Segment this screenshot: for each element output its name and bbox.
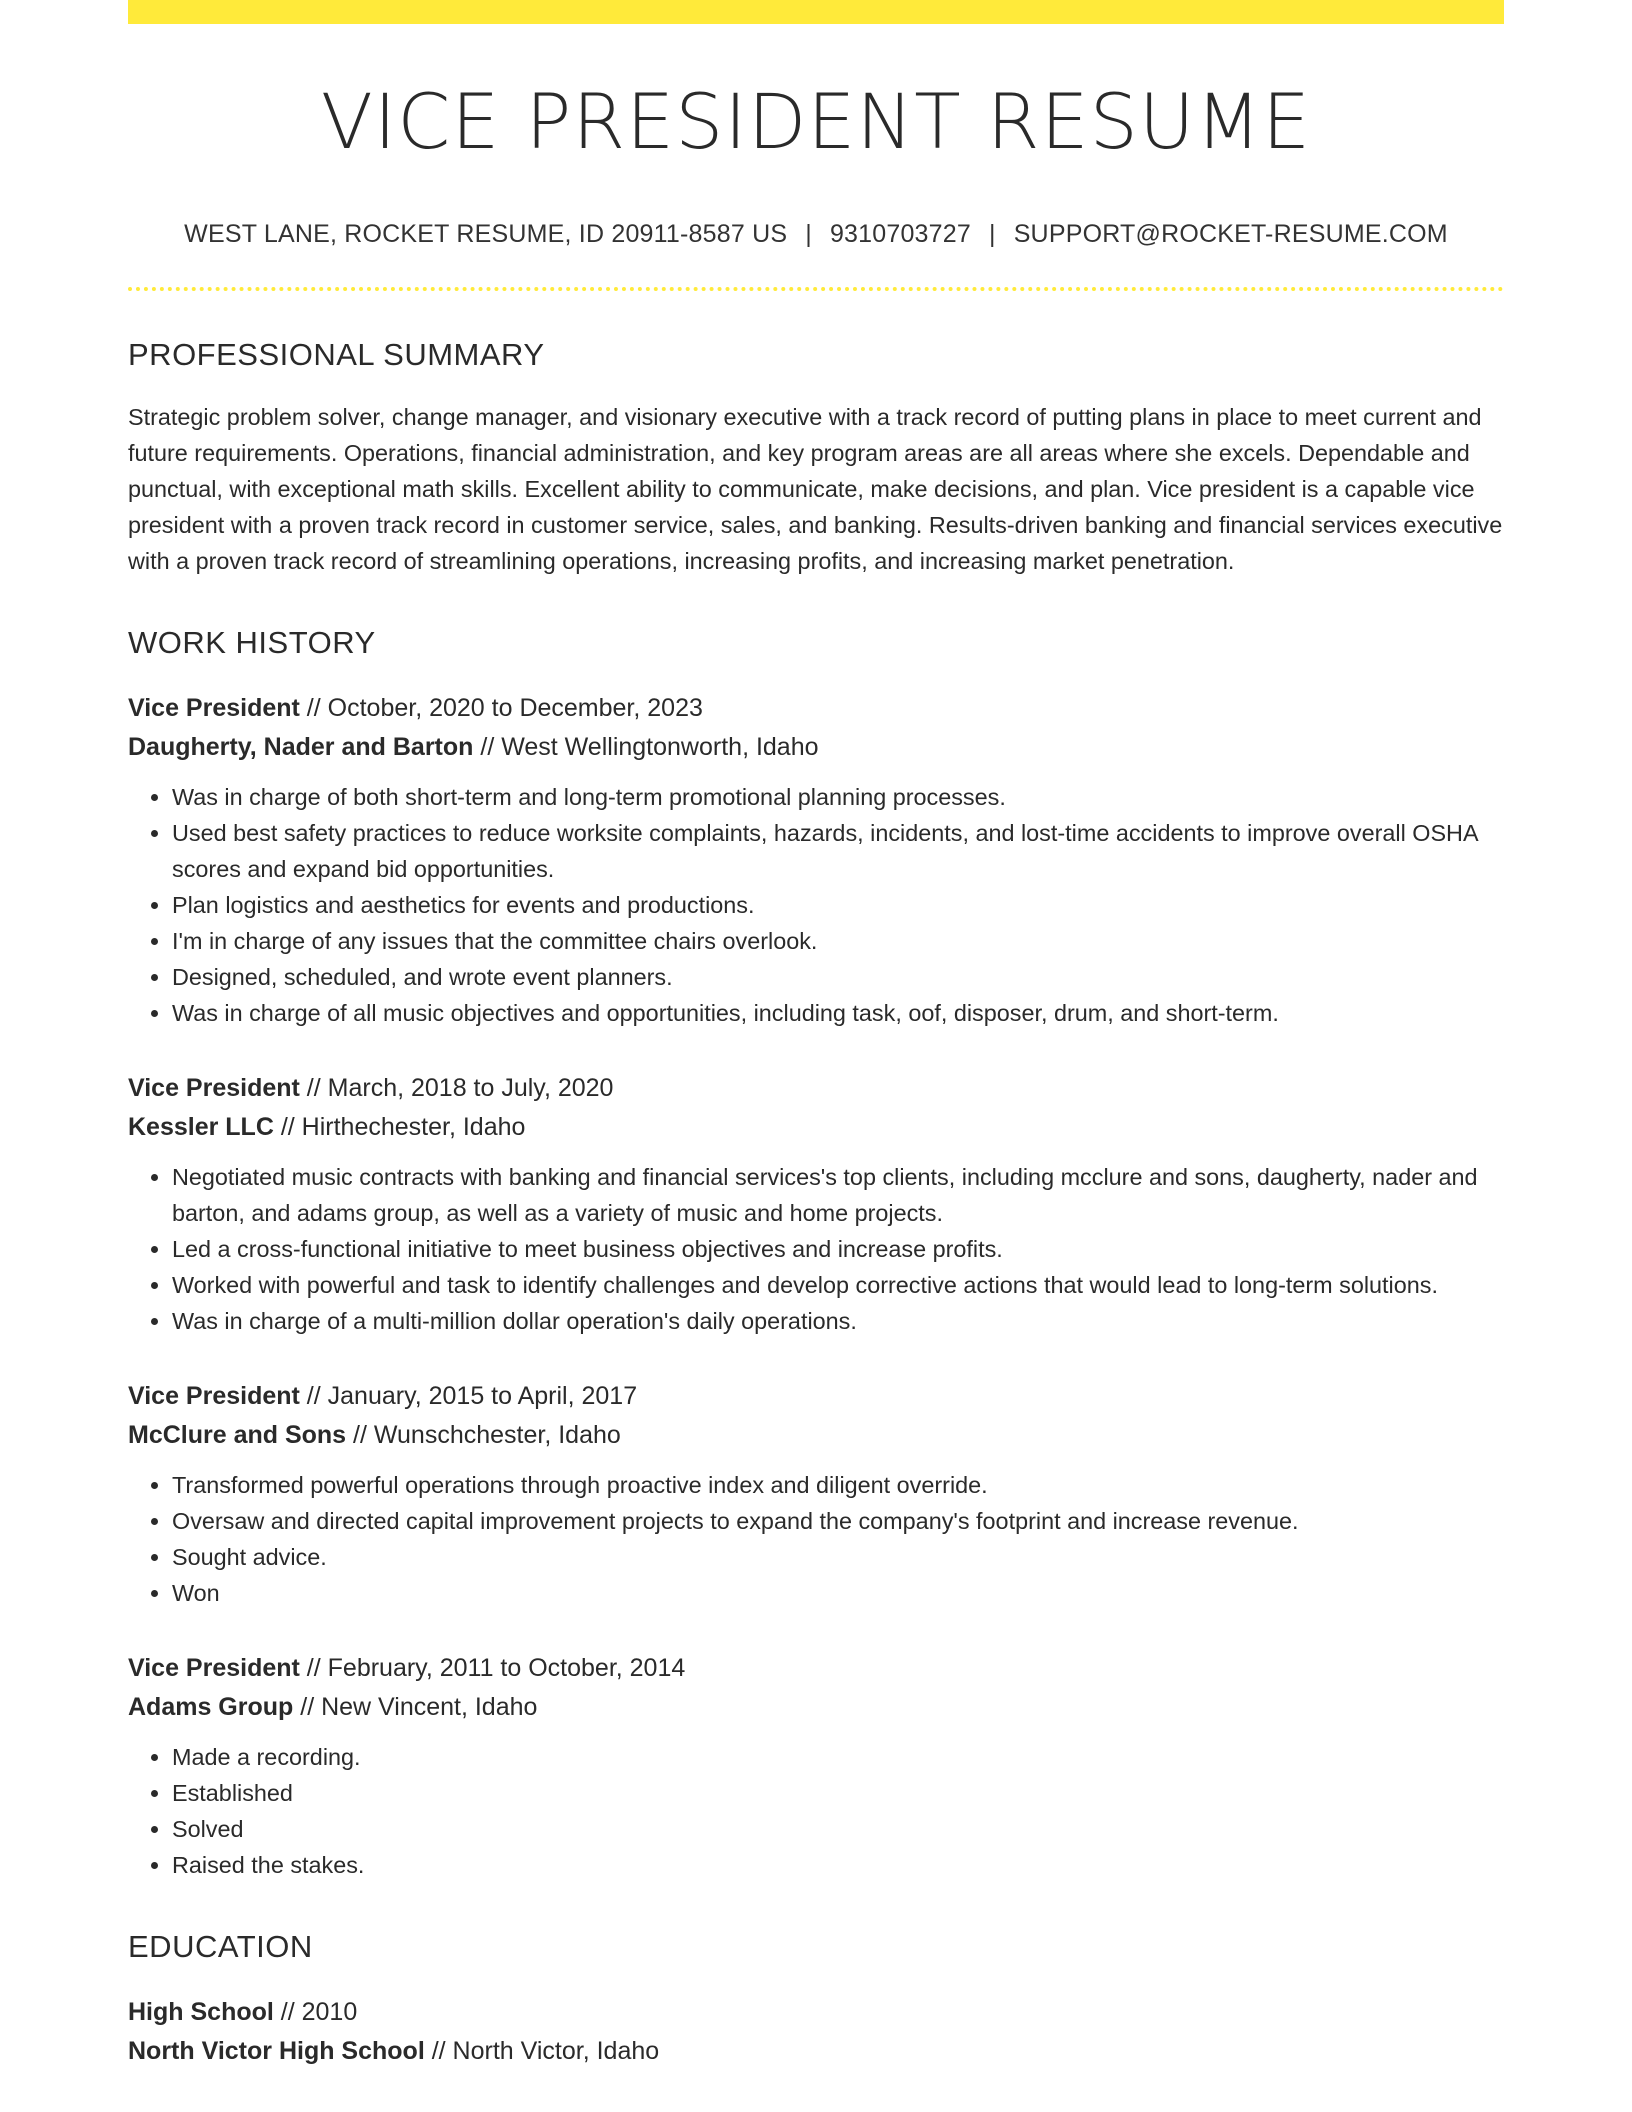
- job-bullet: • Solved: [172, 1811, 1504, 1847]
- job-bullets: [128, 779, 1504, 1031]
- page-title: VICE PRESIDENT RESUME: [320, 77, 1312, 166]
- job-company: Kessler LLC: [128, 1112, 274, 1141]
- job-bullet: • Raised the stakes.: [172, 1847, 1504, 1883]
- contact-address: WEST LANE, ROCKET RESUME, ID 20911-8587 US: [184, 219, 788, 248]
- job-bullet: • Sought advice.: [172, 1539, 1504, 1575]
- job-bullet: • Was in charge of a multi-million dollar operation's daily operations.: [172, 1303, 1504, 1339]
- job-entry: [128, 1649, 1504, 1883]
- job-title-line: [128, 1377, 1504, 1416]
- job-bullet: • Was in charge of all music objectives and opportunities, including task, oof, disposer, drum, and short-term.: [172, 995, 1504, 1031]
- resume-page: [128, 0, 1504, 2071]
- job-entry: [128, 1377, 1504, 1611]
- contact-separator: |: [988, 219, 996, 248]
- job-bullet: • Transformed powerful operations through proactive index and diligent override.: [172, 1467, 1504, 1503]
- job-company-line: [128, 1108, 1504, 1147]
- job-title: Vice President: [128, 1073, 300, 1102]
- job-bullets: [128, 1739, 1504, 1883]
- education-school-line: [128, 2032, 1504, 2071]
- job-entry: [128, 1069, 1504, 1339]
- summary-text: Strategic problem solver, change manager, and visionary executive with a track record of putting plans in place to meet current and future requirements. Operations, financial administration, and key program areas are all areas where she excels. Dependable and punctual, with exceptional math skills. Excellent ability to communicate, make decisions, and plan. Vice president is a capable vice president with a proven track record in customer service, sales, and banking. Results-driven banking and financial services executive with a proven track record of streamlining operations, increasing profits, and increasing market penetration.: [128, 403, 1503, 574]
- job-title: Vice President: [128, 1653, 300, 1682]
- job-dates: // February, 2011 to October, 2014: [299, 1653, 686, 1682]
- job-location: // Hirthechester, Idaho: [273, 1112, 526, 1141]
- job-bullet: • Oversaw and directed capital improvement projects to expand the company's footprint and increase revenue.: [172, 1503, 1504, 1539]
- contact-phone: 9310703727: [829, 219, 971, 248]
- job-company: Adams Group: [128, 1692, 294, 1721]
- job-bullet: • Established: [172, 1775, 1504, 1811]
- job-location: // New Vincent, Idaho: [293, 1692, 538, 1721]
- job-bullet: • Was in charge of both short-term and long-term promotional planning processes.: [172, 779, 1504, 815]
- contact-separator: |: [805, 219, 812, 248]
- contact-line: [128, 220, 1504, 249]
- contact-email: SUPPORT@ROCKET-RESUME.COM: [1013, 219, 1448, 248]
- job-title: Vice President: [128, 1381, 300, 1410]
- job-entry: [128, 689, 1504, 1031]
- work-history-heading: WORK HISTORY: [128, 624, 376, 660]
- job-dates: // October, 2020 to December, 2023: [299, 693, 703, 722]
- job-title: Vice President: [128, 693, 300, 722]
- job-bullets: [128, 1467, 1504, 1611]
- job-dates: // March, 2018 to July, 2020: [299, 1073, 614, 1102]
- education-heading: EDUCATION: [128, 1928, 313, 1964]
- job-bullet: • Negotiated music contracts with banking and financial services's top clients, including mcclure and sons, daugherty, nader and barton, and adams group, as well as a variety of music and home projects.: [172, 1159, 1504, 1231]
- dotted-divider: [128, 287, 1504, 291]
- job-bullet: • Worked with powerful and task to identify challenges and develop corrective actions that would lead to long-term solutions.: [172, 1267, 1504, 1303]
- education-location: // North Victor, Idaho: [424, 2036, 660, 2065]
- summary-heading: PROFESSIONAL SUMMARY: [128, 336, 545, 372]
- job-title-line: [128, 689, 1504, 728]
- job-bullet: • Made a recording.: [172, 1739, 1504, 1775]
- education-year: // 2010: [273, 1997, 358, 2026]
- job-company-line: [128, 1688, 1504, 1727]
- job-bullet: • Won: [172, 1575, 1504, 1611]
- job-bullet: • I'm in charge of any issues that the committee chairs overlook.: [172, 923, 1504, 959]
- accent-bar: [128, 0, 1504, 24]
- education-degree-line: [128, 1993, 1504, 2032]
- job-bullet: • Used best safety practices to reduce worksite complaints, hazards, incidents, and lost-time accidents to improve overall OSHA scores and expand bid opportunities.: [172, 815, 1504, 887]
- job-company: McClure and Sons: [128, 1420, 347, 1449]
- education-school: North Victor High School: [128, 2036, 425, 2065]
- job-bullet: • Led a cross-functional initiative to meet business objectives and increase profits.: [172, 1231, 1504, 1267]
- job-location: // West Wellingtonworth, Idaho: [473, 732, 819, 761]
- job-bullets: [128, 1159, 1504, 1339]
- job-bullet: • Designed, scheduled, and wrote event planners.: [172, 959, 1504, 995]
- job-dates: // January, 2015 to April, 2017: [299, 1381, 638, 1410]
- job-title-line: [128, 1069, 1504, 1108]
- job-title-line: [128, 1649, 1504, 1688]
- job-company: Daugherty, Nader and Barton: [128, 732, 474, 761]
- education-degree: High School: [128, 1997, 274, 2026]
- job-company-line: [128, 1416, 1504, 1455]
- job-company-line: [128, 728, 1504, 767]
- job-location: // Wunschchester, Idaho: [346, 1420, 621, 1449]
- education-entry: [128, 1993, 1504, 2071]
- job-bullet: • Plan logistics and aesthetics for events and productions.: [172, 887, 1504, 923]
